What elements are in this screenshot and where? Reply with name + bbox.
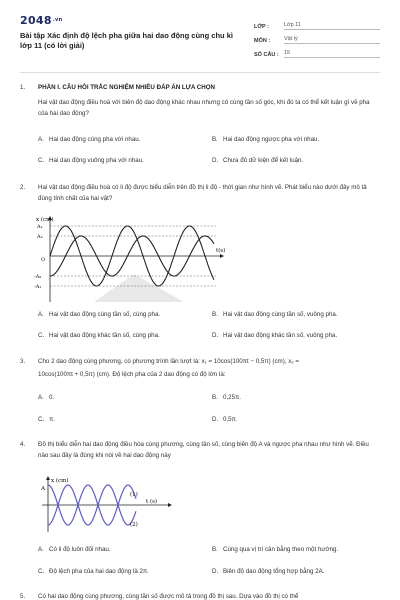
q4-curve-2-label: (2) bbox=[130, 522, 138, 528]
q1-option-c[interactable]: C. Hai dao động vuông pha với nhau. bbox=[38, 157, 144, 164]
q4-y-label: x (cm) bbox=[51, 478, 69, 484]
q3-option-b[interactable]: B. 0,25π. bbox=[212, 394, 242, 401]
meta-row-class: LỚP : Lớp 11 bbox=[254, 16, 380, 30]
figure-q4-graph bbox=[36, 474, 176, 534]
figure-q2-graph bbox=[34, 214, 234, 304]
q4-option-d[interactable]: D. Biên độ dao động tổng hợp bằng 2A. bbox=[212, 568, 325, 575]
q1-option-a[interactable]: A. Hai dao động cùng pha với nhau. bbox=[38, 136, 141, 143]
q3-option-d[interactable]: D. 0,5π. bbox=[212, 416, 238, 423]
q2-tick-a1: A₁ bbox=[37, 224, 43, 230]
q1-option-b[interactable]: B. Hai dao động ngược pha với nhau. bbox=[212, 136, 320, 143]
q2-option-d[interactable]: D. Hai vật dao động khác tần số, vuông pha. bbox=[212, 332, 338, 339]
q4-option-a[interactable]: A. Có li độ luôn đối nhau. bbox=[38, 546, 111, 553]
document-header bbox=[20, 14, 380, 64]
q4-a-label: A bbox=[41, 486, 45, 492]
q2-option-a[interactable]: A. Hai vật dao động cùng tần số, cùng pha. bbox=[38, 311, 161, 318]
q2-y-label: x (cm) bbox=[36, 217, 54, 223]
document-title: Bài tập Xác định độ lệch pha giữa hai dao động cùng chu kì lớp 11 (có lời giải) bbox=[20, 31, 233, 50]
q2-option-b[interactable]: B. Hai vật dao động cùng tần số, vuông pha. bbox=[212, 311, 338, 318]
meta-panel bbox=[254, 16, 380, 58]
q4-option-c[interactable]: C. Độ lệch pha của hai dao động là 2π. bbox=[38, 568, 149, 575]
q2-x-label: t(s) bbox=[216, 248, 226, 254]
q4-x-label: t (s) bbox=[146, 499, 158, 505]
q2-tick-neg-a1: -A₁ bbox=[34, 284, 42, 290]
site-logo[interactable]: $2048^{.vn}$ bbox=[20, 14, 63, 27]
q3-option-c[interactable]: C. π. bbox=[38, 416, 55, 423]
q4-option-b[interactable]: B. Cùng qua vị trí cân bằng theo một hướng. bbox=[212, 546, 339, 553]
meta-row-subject: MÔN : Vật lý bbox=[254, 30, 380, 44]
q2-tick-neg-a2: -A₂ bbox=[34, 274, 42, 280]
q2-tick-a2: A₂ bbox=[37, 234, 43, 240]
q3-option-a[interactable]: A. 0. bbox=[38, 394, 55, 401]
meta-row-count: SỐ CÂU : 15 bbox=[254, 44, 380, 58]
q1-option-d[interactable]: D. Chưa đủ dữ kiện để kết luận. bbox=[212, 157, 304, 164]
q4-curve-1-label: (1) bbox=[130, 492, 138, 498]
header-divider bbox=[20, 72, 380, 73]
q2-tick-o: O bbox=[41, 257, 46, 263]
watermark-shape bbox=[94, 274, 184, 302]
q2-option-c[interactable]: C. Hai vật dao động khác tần số, cùng pha. bbox=[38, 332, 160, 339]
